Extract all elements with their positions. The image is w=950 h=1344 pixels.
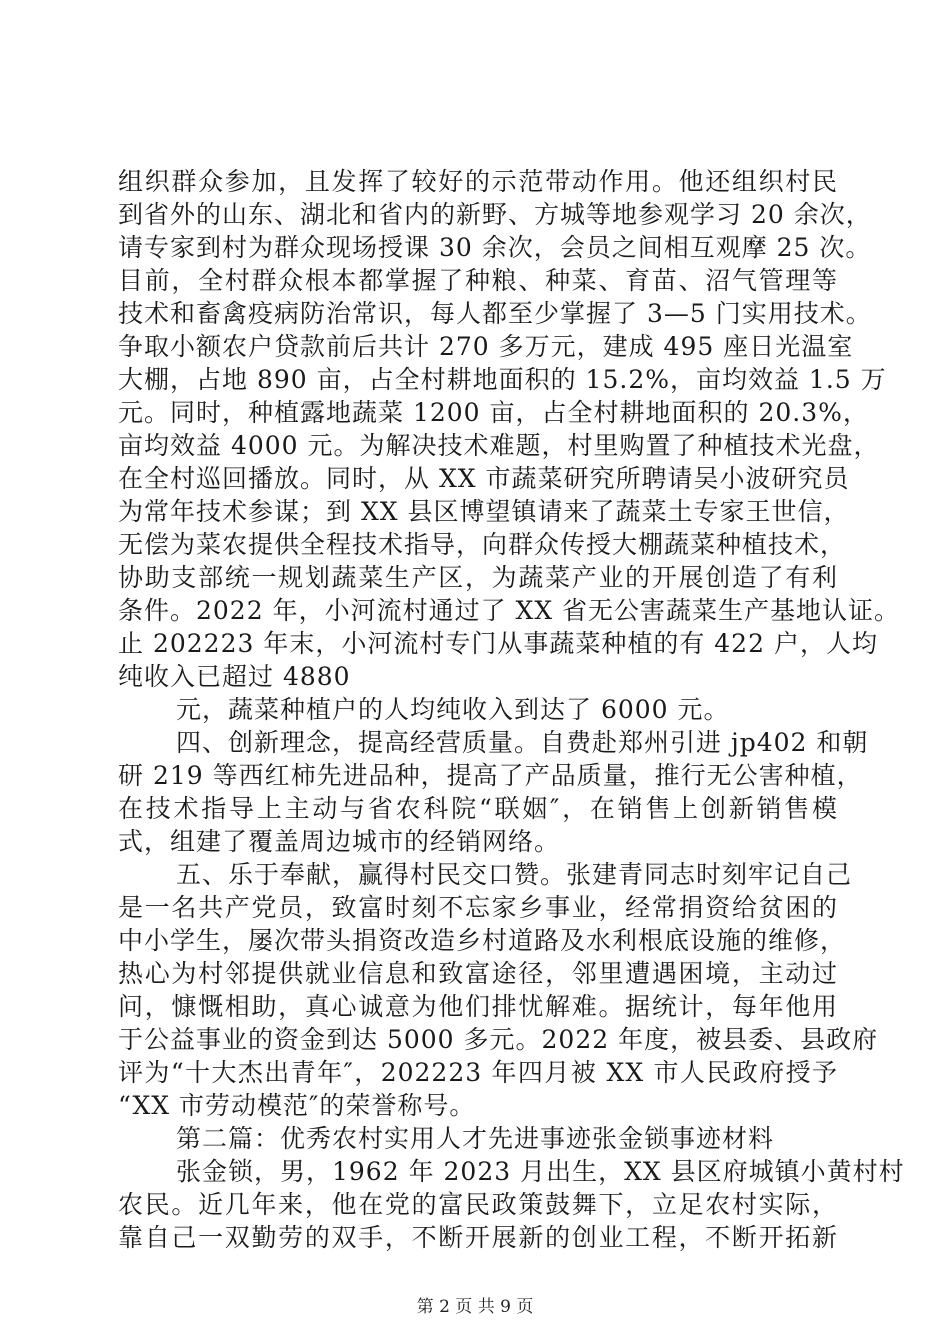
paragraph-five-line-5: 问，慷慨相助，真心诚意为他们排忧解难。据统计，每年他用 — [118, 992, 838, 1021]
body-line-8: 元。同时，种植露地蔬菜 1200 亩，占全村耕地面积的 20.3%， — [118, 398, 869, 427]
body-line-9: 亩均效益 4000 元。为解决技术难题，村里购置了种植技术光盘， — [118, 431, 880, 460]
paragraph-five-line-4: 热心为村邻提供就业信息和致富途径，邻里遭遇困境，主动过 — [118, 959, 838, 988]
body-line-13: 协助支部统一规划蔬菜生产区，为蔬菜产业的开展创造了有利 — [118, 563, 838, 592]
paragraph-five-line-8: “XX 市劳动模范″的荣誉称号。 — [118, 1091, 476, 1120]
paragraph-five-line-7: 评为“十大杰出青年″，202223 年四月被 XX 市人民政府授予 — [118, 1058, 838, 1087]
body-line-3: 请专家到村为群众现场授课 30 余次，会员之间相互观摩 25 次。 — [118, 233, 872, 262]
section-heading: 第二篇：优秀农村实用人才先进事迹张金锁事迹材料 — [176, 1124, 775, 1153]
body-line-6: 争取小额农户贷款前后共计 270 多万元，建成 495 座日光温室 — [118, 332, 854, 361]
paragraph-four-line-3: 在技术指导上主动与省农科院“联姻″，在销售上创新销售模 — [118, 794, 838, 823]
body-line-11: 为常年技术参谋；到 XX 县区博望镇请来了蔬菜土专家王世信， — [118, 497, 850, 526]
section-two-line-2: 农民。近几年来，他在党的富民政策鼓舞下，立足农村实际， — [118, 1190, 838, 1219]
body-line-16: 纯收入已超过 4880 — [118, 662, 351, 691]
paragraph-four-line-2: 研 219 等西红柿先进品种，提高了产品质量，推行无公害种植， — [118, 761, 863, 790]
paragraph-five-line-2: 是一名共产党员，致富时刻不忘家乡事业，经常捐资给贫困的 — [118, 893, 838, 922]
paragraph-four-line-4: 式，组建了覆盖周边城市的经销网络。 — [118, 827, 561, 856]
paragraph-five-line-1: 五、乐于奉献，赢得村民交口赞。张建青同志时刻牢记自己 — [176, 860, 853, 889]
body-line-12: 无偿为菜农提供全程技术指导，向群众传授大棚蔬菜种植技术， — [118, 530, 847, 559]
body-line-2: 到省外的山东、湖北和省内的新野、方城等地参观学习 20 余次， — [118, 200, 872, 229]
section-two-line-3: 靠自己一双勤劳的双手，不断开展新的创业工程，不断开拓新 — [118, 1223, 838, 1252]
page-number-label: 第 2 页 共 9 页 — [416, 1297, 534, 1317]
paragraph-five-line-3: 中小学生，屡次带头捐资改造乡村道路及水利根底设施的维修， — [118, 926, 847, 955]
page-footer — [0, 1295, 950, 1319]
body-line-15: 止 202223 年末，小河流村专门从事蔬菜种植的有 422 户，人均 — [118, 629, 878, 658]
body-line-4: 目前，全村群众根本都掌握了种粮、种菜、育苗、沼气管理等 — [118, 266, 838, 295]
body-line-17: 元，蔬菜种植户的人均纯收入到达了 6000 元。 — [176, 695, 730, 724]
paragraph-five-line-6: 于公益事业的资金到达 5000 多元。2022 年度，被县委、县政府 — [118, 1025, 879, 1054]
body-line-1: 组织群众参加，且发挥了较好的示范带动作用。他还组织村民 — [118, 167, 838, 196]
section-two-line-1: 张金锁，男，1962 年 2023 月出生，XX 县区府城镇小黄村村 — [176, 1157, 905, 1186]
body-line-5: 技术和畜禽疫病防治常识，每人都至少掌握了 3—5 门实用技术。 — [118, 299, 872, 328]
body-line-14: 条件。2022 年，小河流村通过了 XX 省无公害蔬菜生产基地认证。 — [118, 596, 901, 625]
paragraph-four-line-1: 四、创新理念，提高经营质量。自费赴郑州引进 jp402 和朝 — [176, 728, 869, 757]
body-line-10: 在全村巡回播放。同时，从 XX 市蔬菜研究所聘请吴小波研究员 — [118, 464, 850, 493]
body-line-7: 大棚，占地 890 亩，占全村耕地面积的 15.2%，亩均效益 1.5 万 — [118, 365, 887, 394]
